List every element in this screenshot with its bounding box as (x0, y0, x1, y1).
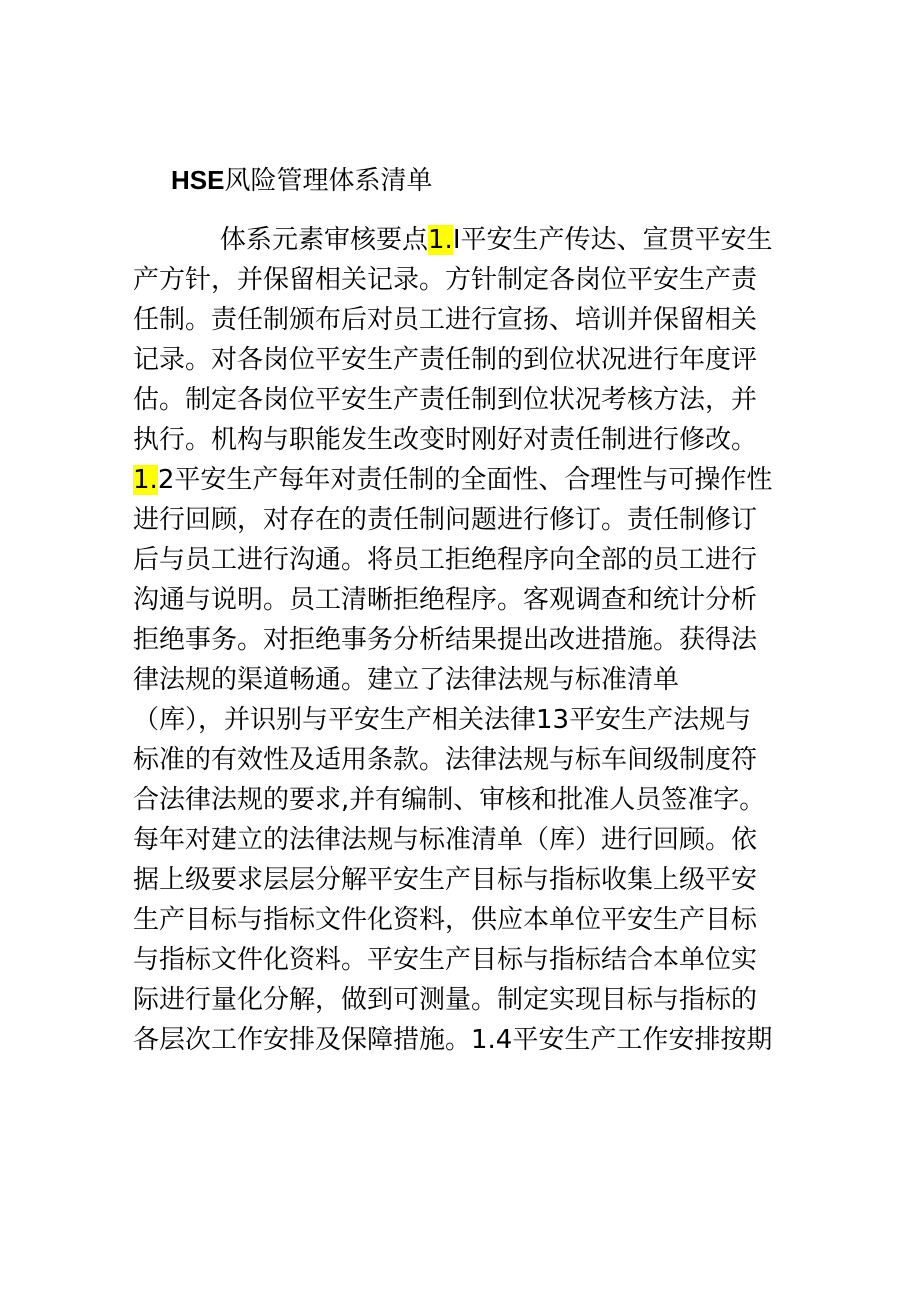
body-line: 任制。责任制颁布后对员工进行宣扬、培训并保留相关 (133, 305, 758, 335)
document-title (171, 162, 432, 199)
body-line: 据上级要求层层分解平安生产目标与指标收集上级平安 (133, 865, 758, 895)
line-text: I平安生产传达、宣贯平安生 (452, 225, 773, 255)
body-line: 律法规的渠道畅通。建立了法律法规与标准清单 (133, 665, 680, 695)
body-line: 标准的有效性及适用条款。法律法规与标车间级制度符 (133, 745, 758, 775)
title-chinese: 风险管理体系清单 (224, 166, 433, 196)
highlighted-number: 1. (133, 465, 158, 495)
body-line: 每年对建立的法律法规与标准清单（库）进行回顾。依 (133, 825, 758, 855)
body-line: 与指标文件化资料。平安生产目标与指标结合本单位实 (133, 945, 758, 975)
body-line (133, 460, 783, 500)
line-prefix: 体系元素审核要点 (220, 225, 429, 255)
body-line: 合法律法规的要求,并有编制、审核和批准人员签准字。 (133, 785, 766, 815)
body-line: 拒绝事务。对拒绝事务分析结果提出改进措施。获得法 (133, 625, 758, 655)
body-line: 际进行量化分解，做到可测量。制定实现目标与指标的 (133, 985, 758, 1015)
body-line: （库），并识别与平安生产相关法律13平安生产法规与 (133, 705, 752, 735)
body-line: 估。制定各岗位平安生产责任制到位状况考核方法，并 (133, 385, 758, 415)
highlighted-number: 1. (428, 225, 453, 255)
body-line: 各层次工作安排及保障措施。1.4平安生产工作安排按期 (133, 1025, 773, 1055)
body-line: 生产目标与指标文件化资料，供应本单位平安生产目标 (133, 905, 758, 935)
document-body (133, 220, 783, 1060)
body-line: 执行。机构与职能发生改变时刚好对责任制进行修改。 (133, 425, 758, 455)
body-line: 产方针，并保留相关记录。方针制定各岗位平安生产责 (133, 265, 758, 295)
body-line: 沟通与说明。员工清晰拒绝程序。客观调查和统计分析 (133, 585, 758, 615)
title-latin: HSE (171, 165, 225, 195)
body-line: 记录。对各岗位平安生产责任制的到位状况进行年度评 (133, 345, 758, 375)
body-line: 后与员工进行沟通。将员工拒绝程序向全部的员工进行 (133, 545, 758, 575)
body-line: 进行回顾，对存在的责任制问题进行修订。责任制修订 (133, 505, 758, 535)
line-text: 2平安生产每年对责任制的全面性、合理性与可操作性 (157, 465, 773, 495)
body-line (133, 220, 783, 260)
